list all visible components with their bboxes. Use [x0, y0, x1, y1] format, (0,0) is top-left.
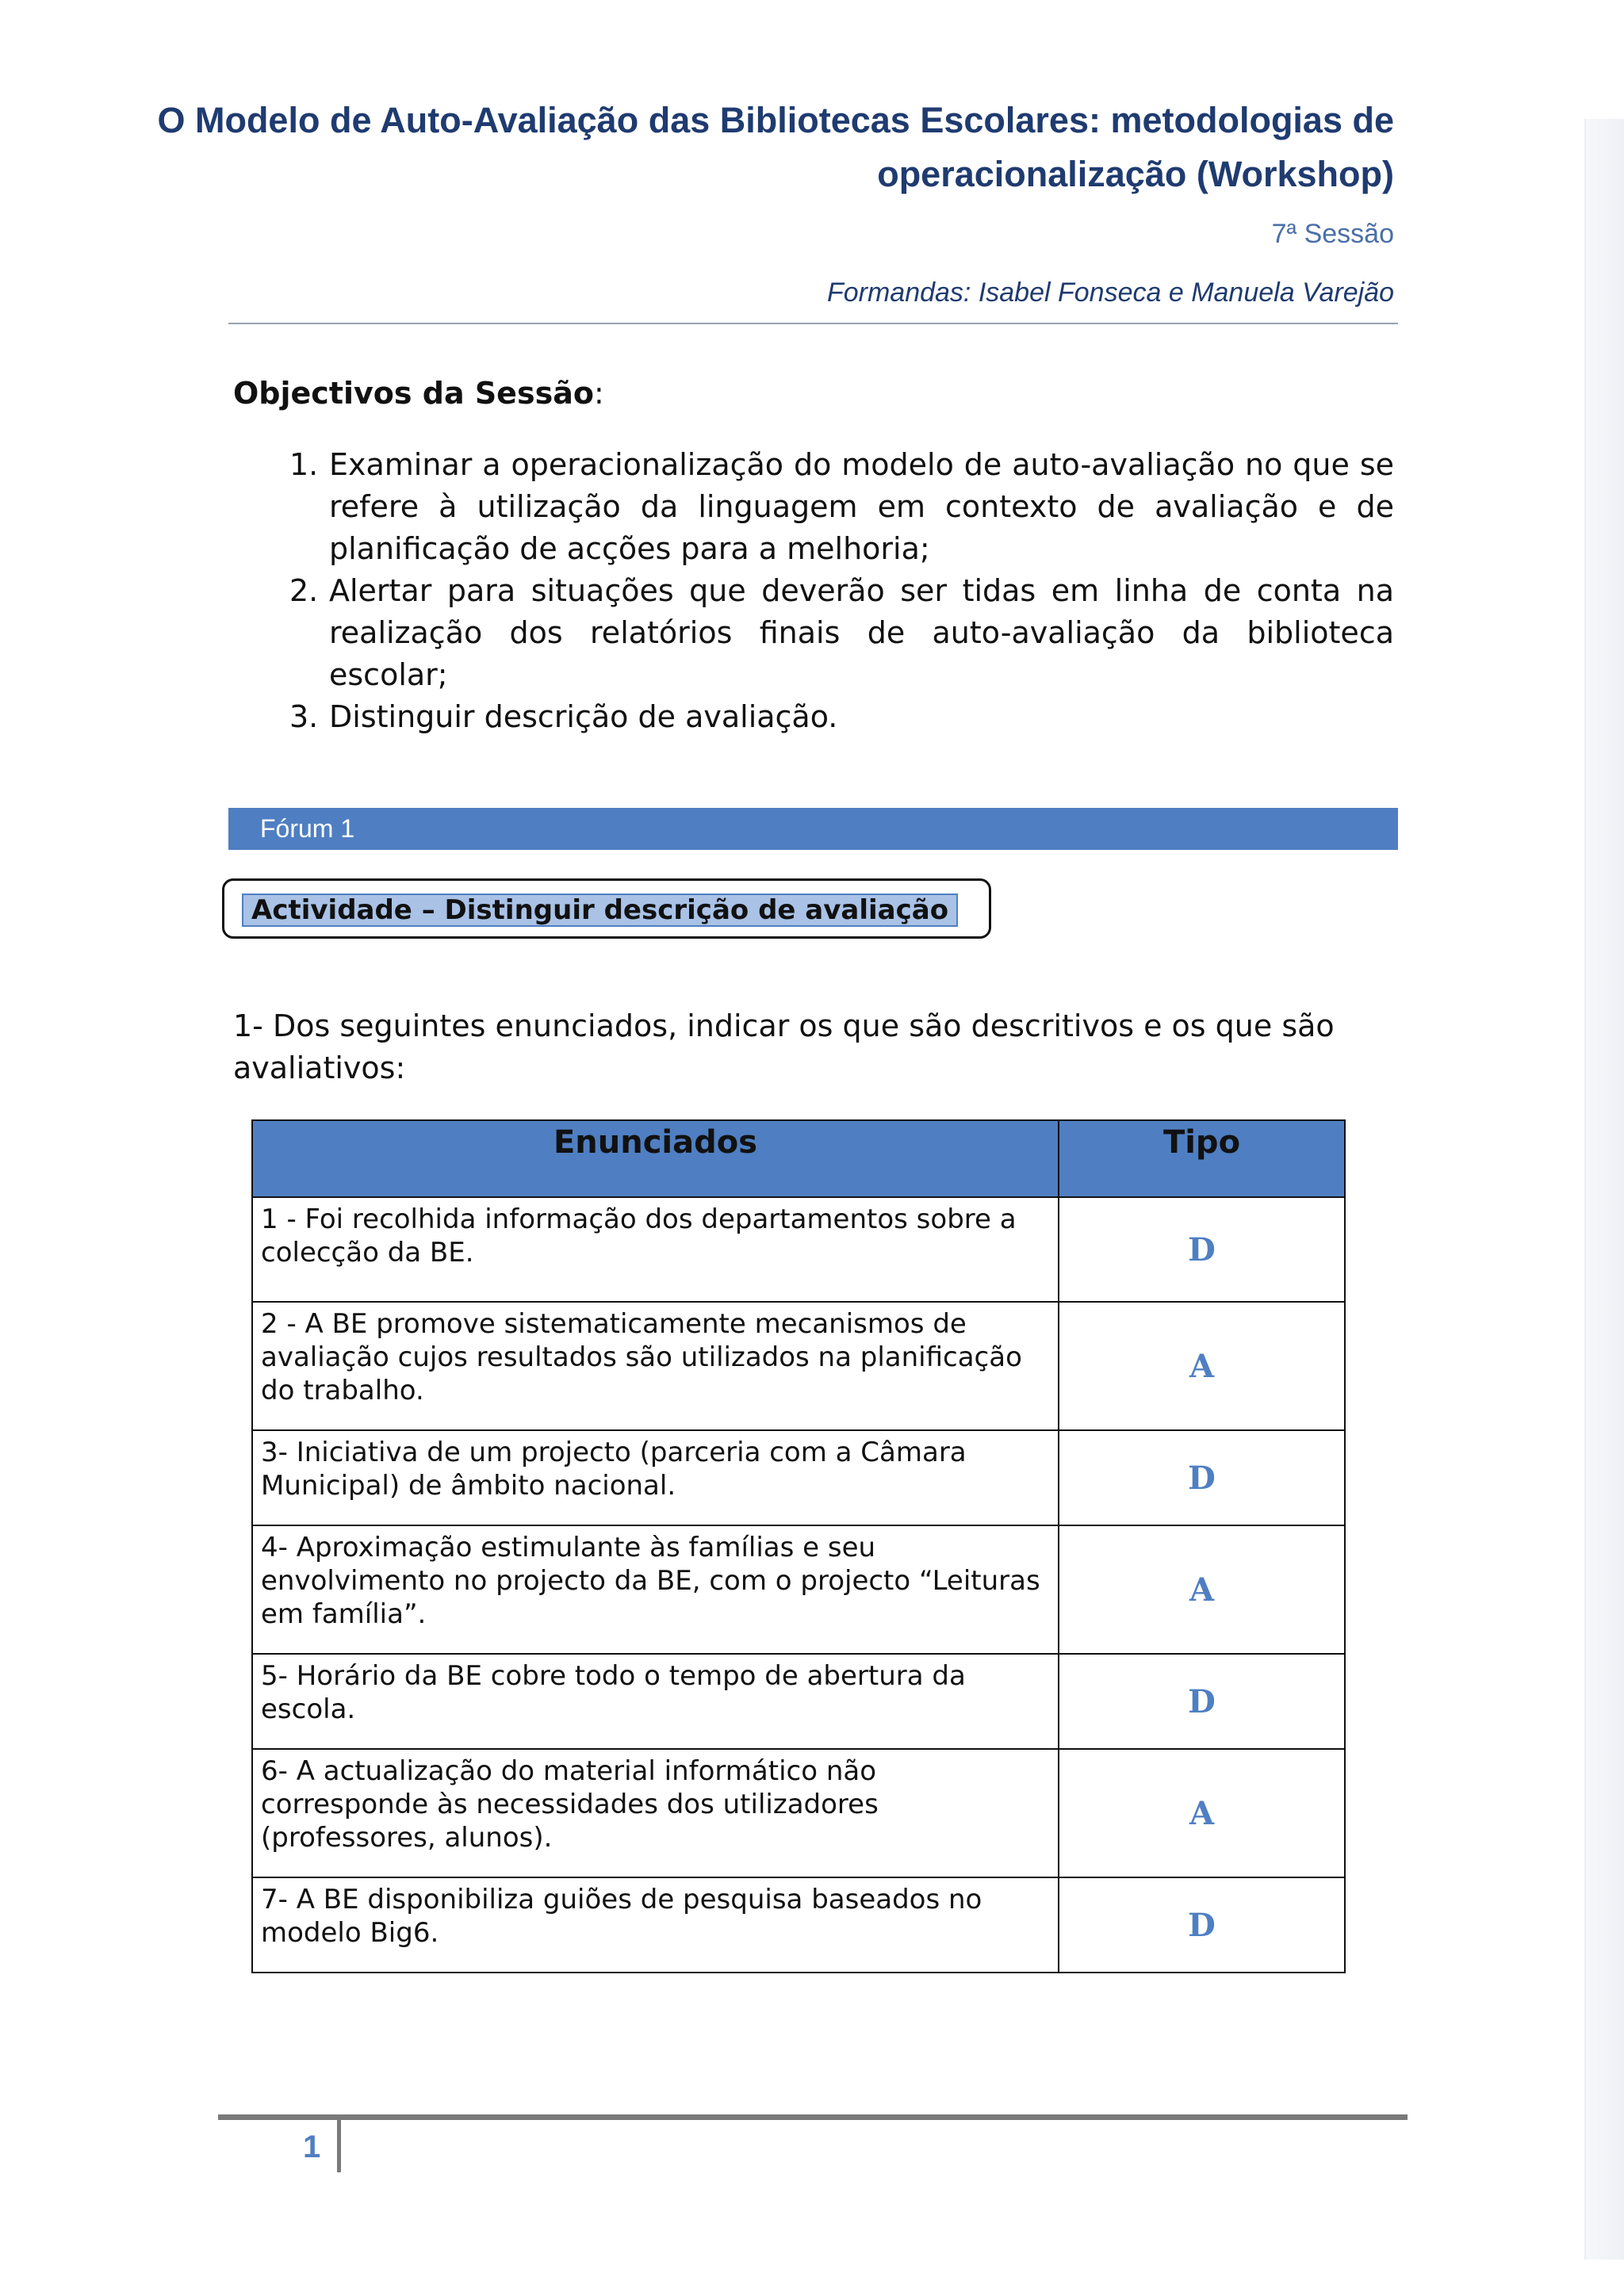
- objective-item: [289, 570, 1394, 696]
- statement-type: A: [1059, 1302, 1345, 1430]
- table-row: [252, 1654, 1345, 1749]
- objective-text: Examinar a operacionalização do modelo de auto-avaliação no que se refere à utilização da linguagem em contexto de avaliação e de planificação de acções para a melhoria;: [329, 447, 1394, 566]
- statements-table: [251, 1119, 1346, 1973]
- statement-text: 1 - Foi recolhida informação dos departamentos sobre a colecção da BE.: [252, 1197, 1059, 1302]
- activity-title: Actividade – Distinguir descrição de avaliação: [242, 894, 958, 927]
- table-row: [252, 1877, 1345, 1973]
- statement-type: A: [1059, 1749, 1345, 1877]
- forum-label: Fórum 1: [260, 814, 355, 843]
- statement-text: 7- A BE disponibiliza guiões de pesquisa baseados no modelo Big6.: [252, 1877, 1059, 1973]
- page-number: 1: [303, 2130, 321, 2164]
- table-header-row: [252, 1120, 1345, 1197]
- document-title: O Modelo de Auto-Avaliação das Bibliotecas Escolares: metodologias de operacionalização (Workshop): [157, 100, 1394, 194]
- objective-text: Distinguir descrição de avaliação.: [329, 699, 838, 734]
- footer-divider: [218, 2114, 1408, 2120]
- statement-type: D: [1059, 1654, 1345, 1749]
- statement-text: 6- A actualização do material informático não corresponde às necessidades dos utilizadores (professores, alunos).: [252, 1749, 1059, 1877]
- table-row: [252, 1430, 1345, 1525]
- objectives-heading-text: Objectivos da Sessão: [233, 376, 594, 411]
- session-label: 7ª Sessão: [1271, 219, 1394, 249]
- statement-text: 4- Aproximação estimulante às famílias e seu envolvimento no projecto da BE, com o projecto “Leituras em família”.: [252, 1525, 1059, 1654]
- objectives-heading: [233, 376, 604, 411]
- statement-type: D: [1059, 1430, 1345, 1525]
- page-edge-line: [1584, 119, 1586, 2260]
- statement-text: 2 - A BE promove sistematicamente mecanismos de avaliação cujos resultados são utilizados na planificação do trabalho.: [252, 1302, 1059, 1430]
- statement-type: A: [1059, 1525, 1345, 1654]
- trainees-label: Formandas: Isabel Fonseca e Manuela Varejão: [826, 277, 1394, 308]
- footer-tick: [337, 2117, 341, 2172]
- page-edge: [1584, 119, 1624, 2260]
- table-row: [252, 1197, 1345, 1302]
- objective-number: 1.: [289, 447, 319, 482]
- header-statements: Enunciados: [252, 1120, 1059, 1197]
- objective-item: [289, 444, 1394, 570]
- forum-section-bar: [228, 808, 1398, 850]
- statement-type: D: [1059, 1877, 1345, 1973]
- activity-box: [222, 878, 991, 939]
- objective-item: [289, 696, 1394, 738]
- table-row: [252, 1302, 1345, 1430]
- objective-text: Alertar para situações que deverão ser tidas em linha de conta na realização dos relatórios finais de auto-avaliação da biblioteca escolar;: [329, 573, 1394, 692]
- header-type: Tipo: [1059, 1120, 1345, 1197]
- objective-number: 2.: [289, 573, 319, 608]
- table-row: [252, 1525, 1345, 1654]
- question-text: 1- Dos seguintes enunciados, indicar os que são descritivos e os que são avaliativos:: [233, 1008, 1335, 1085]
- statement-text: 3- Iniciativa de um projecto (parceria com a Câmara Municipal) de âmbito nacional.: [252, 1430, 1059, 1525]
- header-divider: [228, 323, 1398, 324]
- statement-text: 5- Horário da BE cobre todo o tempo de abertura da escola.: [252, 1654, 1059, 1749]
- objective-number: 3.: [289, 699, 319, 734]
- objectives-list: [289, 444, 1394, 738]
- objectives-heading-colon: :: [593, 376, 604, 411]
- statement-type: D: [1059, 1197, 1345, 1302]
- table-row: [252, 1749, 1345, 1877]
